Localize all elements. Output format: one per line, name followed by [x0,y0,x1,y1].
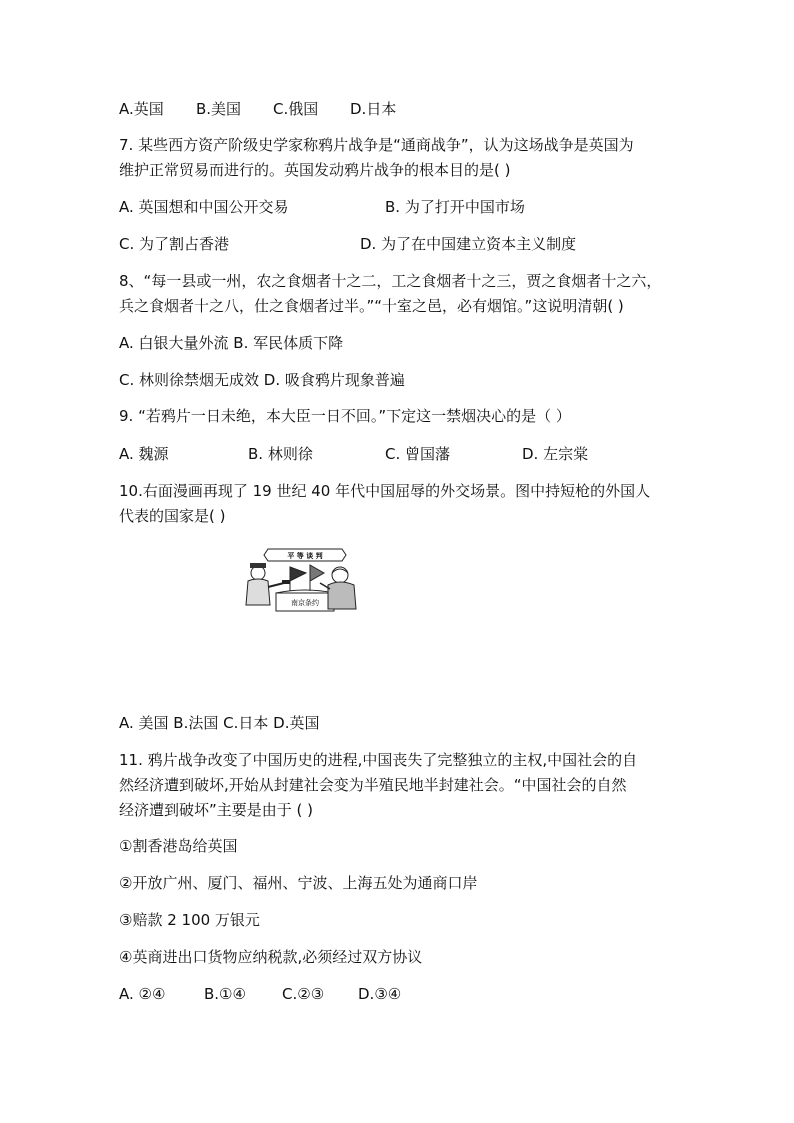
q8-options-row-1: A. 白银大量外流 B. 军民体质下降 [119,334,344,352]
q11-option-d: D.③④ [358,985,402,1003]
q8-stem-line-2: 兵之食烟者十之八，仕之食烟者过半。”“十室之邑，必有烟馆。”这说明清朝( ) [119,297,624,315]
q11-item-3: ③赔款 2 100 万银元 [119,911,260,929]
q11-stem-line-2: 然经济遭到破坏,开始从封建社会变为半殖民地半封建社会。“中国社会的自然 [119,776,627,794]
q11-item-2: ②开放广州、厦门、福州、宁波、上海五处为通商口岸 [119,874,478,892]
q11-item-4: ④英商进出口货物应纳税款,必须经过双方协议 [119,948,423,966]
q11-stem-line-1: 11. 鸦片战争改变了中国历史的进程,中国丧失了完整独立的主权,中国社会的自 [119,751,638,769]
q6-option-a: A.英国 [119,100,164,118]
q6-option-b: B.美国 [196,100,242,118]
q10-stem-line-1: 10.右面漫画再现了 19 世纪 40 年代中国屈辱的外交场景。图中持短枪的外国人 [119,482,651,500]
q10-stem-line-2: 代表的国家是( ) [119,507,226,525]
q9-option-a: A. 魏源 [119,445,169,463]
q7-option-b: B. 为了打开中国市场 [385,198,525,216]
q7-option-a: A. 英国想和中国公开交易 [119,198,289,216]
q11-option-a: A. ②④ [119,985,166,1003]
q7-stem-line-2: 维护正常贸易而进行的。英国发动鸦片战争的根本目的是( ) [119,161,511,179]
q6-option-d: D.日本 [350,100,397,118]
q7-stem-line-1: 7. 某些西方资产阶级史学家称鸦片战争是“通商战争”，认为这场战争是英国为 [119,136,634,154]
q9-option-c: C. 曾国藩 [385,445,451,463]
q7-option-c: C. 为了割占香港 [119,235,230,253]
cartoon-table-text: 南京条约 [291,599,319,607]
q10-options: A. 美国 B.法国 C.日本 D.英国 [119,714,320,732]
q9-option-b: B. 林则徐 [248,445,313,463]
q11-stem-line-3: 经济遭到破坏”主要是由于 ( ) [119,801,314,819]
q11-option-c: C.②③ [282,985,325,1003]
q8-stem-line-1: 8、“每一县或一州，农之食烟者十之二，工之食烟者十之三，贾之食烟者十之六， [119,272,662,290]
treaty-cartoon-image [240,543,360,617]
q9-stem: 9. “若鸦片一日未绝，本大臣一日不回。”下定这一禁烟决心的是（ ） [119,407,571,425]
q9-option-d: D. 左宗棠 [522,445,589,463]
q6-option-c: C.俄国 [273,100,319,118]
cartoon-banner-text: 平 等 谈 判 [287,552,323,560]
q8-options-row-2: C. 林则徐禁烟无成效 D. 吸食鸦片现象普遍 [119,371,405,389]
q11-item-1: ①割香港岛给英国 [119,837,238,855]
q7-option-d: D. 为了在中国建立资本主义制度 [360,235,577,253]
q11-option-b: B.①④ [204,985,246,1003]
